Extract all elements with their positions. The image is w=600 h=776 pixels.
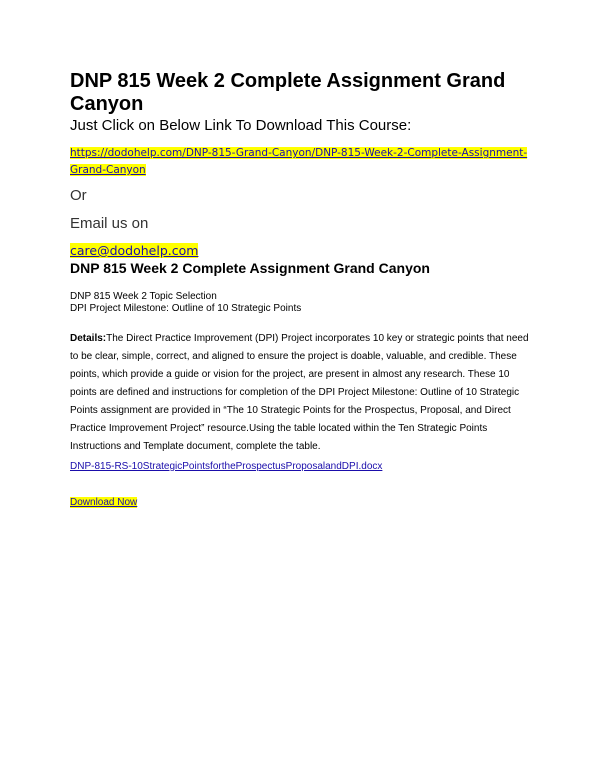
topic-line-1: DNP 815 Week 2 Topic Selection bbox=[70, 291, 217, 302]
page-title: DNP 815 Week 2 Complete Assignment Grand Canyon bbox=[70, 70, 506, 115]
details-text: The Direct Practice Improvement (DPI) Project incorporates 10 key or strategic points that need to be clear, simple, correct, and aligned to ensure the project is doable, valuable, and credible. These points, which provide a guide or vision for the project, are present in almost any research. These 10 points are defined and instructions for completion of the DPI Project Milestone: Outline of 10 Strategic Points assignment are provided in “The 10 Strategic Points for the Prospectus, Proposal, and Direct Practice Improvement Project” resource.Using the table located within the Ten Strategic Points Instructions and Template document, complete the table. bbox=[70, 333, 529, 452]
section-title: DNP 815 Week 2 Complete Assignment Grand Canyon bbox=[70, 260, 430, 276]
doc-link-block bbox=[70, 456, 530, 476]
download-block bbox=[70, 492, 530, 510]
email-link-block bbox=[70, 243, 530, 259]
details-label: Details: bbox=[70, 333, 107, 344]
download-now-link[interactable]: Download Now bbox=[70, 497, 138, 508]
doc-link[interactable]: DNP-815-RS-10StrategicPointsfortheProspectusProposalandDPI.docx bbox=[70, 461, 383, 472]
document-page bbox=[70, 70, 530, 510]
details-paragraph bbox=[70, 330, 530, 456]
email-link[interactable]: care@dodohelp.com bbox=[70, 243, 199, 258]
or-text: Or bbox=[70, 187, 87, 204]
course-link[interactable]: https://dodohelp.com/DNP-815-Grand-Canyon/DNP-815-Week-2-Complete-Assignment-Grand-Canyon bbox=[70, 147, 528, 176]
download-instruction: Just Click on Below Link To Download This Course: bbox=[70, 117, 412, 134]
topic-block bbox=[70, 291, 530, 315]
topic-line-2: DPI Project Milestone: Outline of 10 Strategic Points bbox=[70, 303, 302, 314]
course-link-block bbox=[70, 144, 530, 178]
email-label: Email us on bbox=[70, 215, 149, 232]
